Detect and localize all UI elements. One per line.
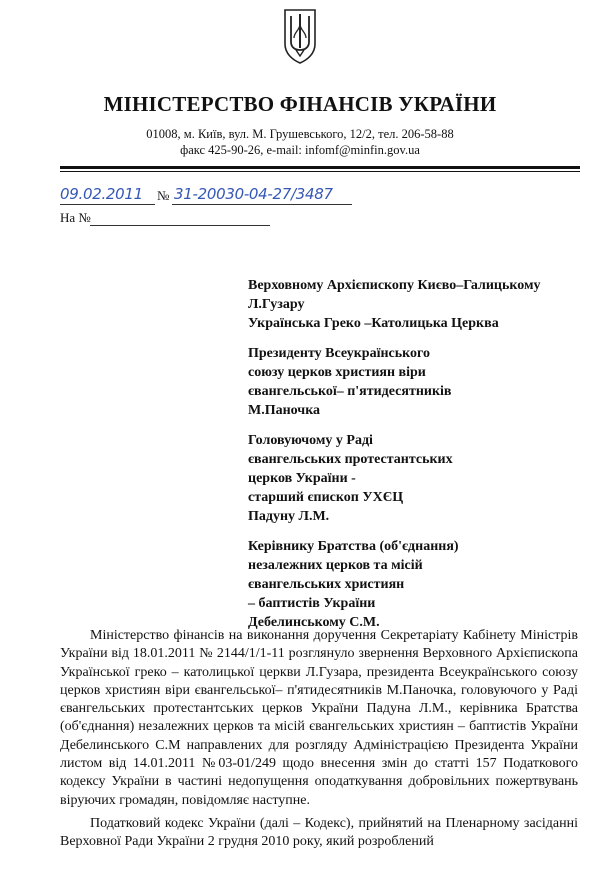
trident-emblem-icon	[282, 8, 318, 64]
addressee-line: євангельських християн	[248, 577, 405, 592]
registration-number-label: №	[157, 188, 170, 203]
addressee-line: – баптистів України	[248, 596, 376, 611]
ministry-address: 01008, м. Київ, вул. М. Грушевського, 12/2, тел. 206-58-88	[146, 127, 454, 141]
addressee-line: церков України -	[248, 471, 356, 486]
registration-date: 09.02.2011	[60, 185, 143, 203]
addressee-line: Головуючому у Раді	[248, 433, 373, 448]
addressee-line: незалежних церков та місій	[248, 558, 423, 573]
addressee-block	[248, 276, 593, 643]
addressee-line: євангельських протестантських	[248, 452, 453, 467]
body-paragraph: Податковий кодекс України (далі – Кодекс), прийнятий на Пленарному засіданні Верховної Ради України 2 грудня 2010 року, який розроблений	[60, 815, 578, 850]
registration-number: 31-20030-04-27/3487	[174, 185, 333, 203]
addressee-line: Українська Греко –Католицька Церква	[248, 316, 499, 331]
addressee-line: Падуну Л.М.	[248, 509, 330, 524]
addressee-line: старший єпископ УХЄЦ	[248, 490, 404, 505]
ministry-title: МІНІСТЕРСТВО ФІНАНСІВ УКРАЇНИ	[103, 92, 497, 116]
header-rule-thick	[60, 166, 580, 169]
header-rule-thin	[60, 171, 580, 172]
addressee	[248, 276, 593, 333]
addressee	[248, 537, 593, 632]
addressee-line: М.Паночка	[248, 403, 321, 418]
addressee-line: євангельської– п'ятидесятників	[248, 384, 452, 399]
number-underline	[172, 204, 352, 205]
addressee	[248, 344, 593, 420]
body-paragraph: Міністерство фінансів на виконання доручення Секретаріату Кабінету Міністрів України від 18.01.2011 № 2144/1/1-11 розглянуло звернення Верховного Архієпископа Української греко – католицької церкви Л.Гузара, президента Всеукраїнського союзу церков християн віри євангельської– п'ятидесятників М.Паночка, головуючого у Раді євангельських протестантських церков України Падуна Л.М., керівника Братства (об'єднання) незалежних церков та місій євангельських християн – баптистів України Дебелинського С.М направлених для розгляду Адміністрацією Президента України листом від 14.01.2011 №03-01/249 щодо внесення змін до статті 157 Податкового кодексу України в частині недопущення оподаткування добровільних пожертвувань віруючих громадян, повідомляє наступне.	[60, 628, 578, 808]
date-underline	[60, 204, 155, 205]
ministry-contacts: факс 425-90-26, e-mail: infomf@minfin.gov.ua	[180, 143, 420, 157]
reply-reference-line	[90, 225, 270, 226]
letter-body	[60, 627, 578, 857]
addressee-line: Верховному Архієпископу Києво–Галицькому	[248, 278, 541, 293]
registration-line	[60, 185, 580, 207]
addressee-line: Керівнику Братства (об'єднання)	[248, 539, 459, 554]
reply-reference-label: На №	[60, 210, 91, 225]
addressee	[248, 431, 593, 526]
addressee-line: Л.Гузару	[248, 297, 305, 312]
addressee-line: Дебелинському С.М.	[248, 615, 380, 630]
addressee-line: Президенту Всеукраїнського	[248, 346, 431, 361]
addressee-line: союзу церков християн віри	[248, 365, 426, 380]
